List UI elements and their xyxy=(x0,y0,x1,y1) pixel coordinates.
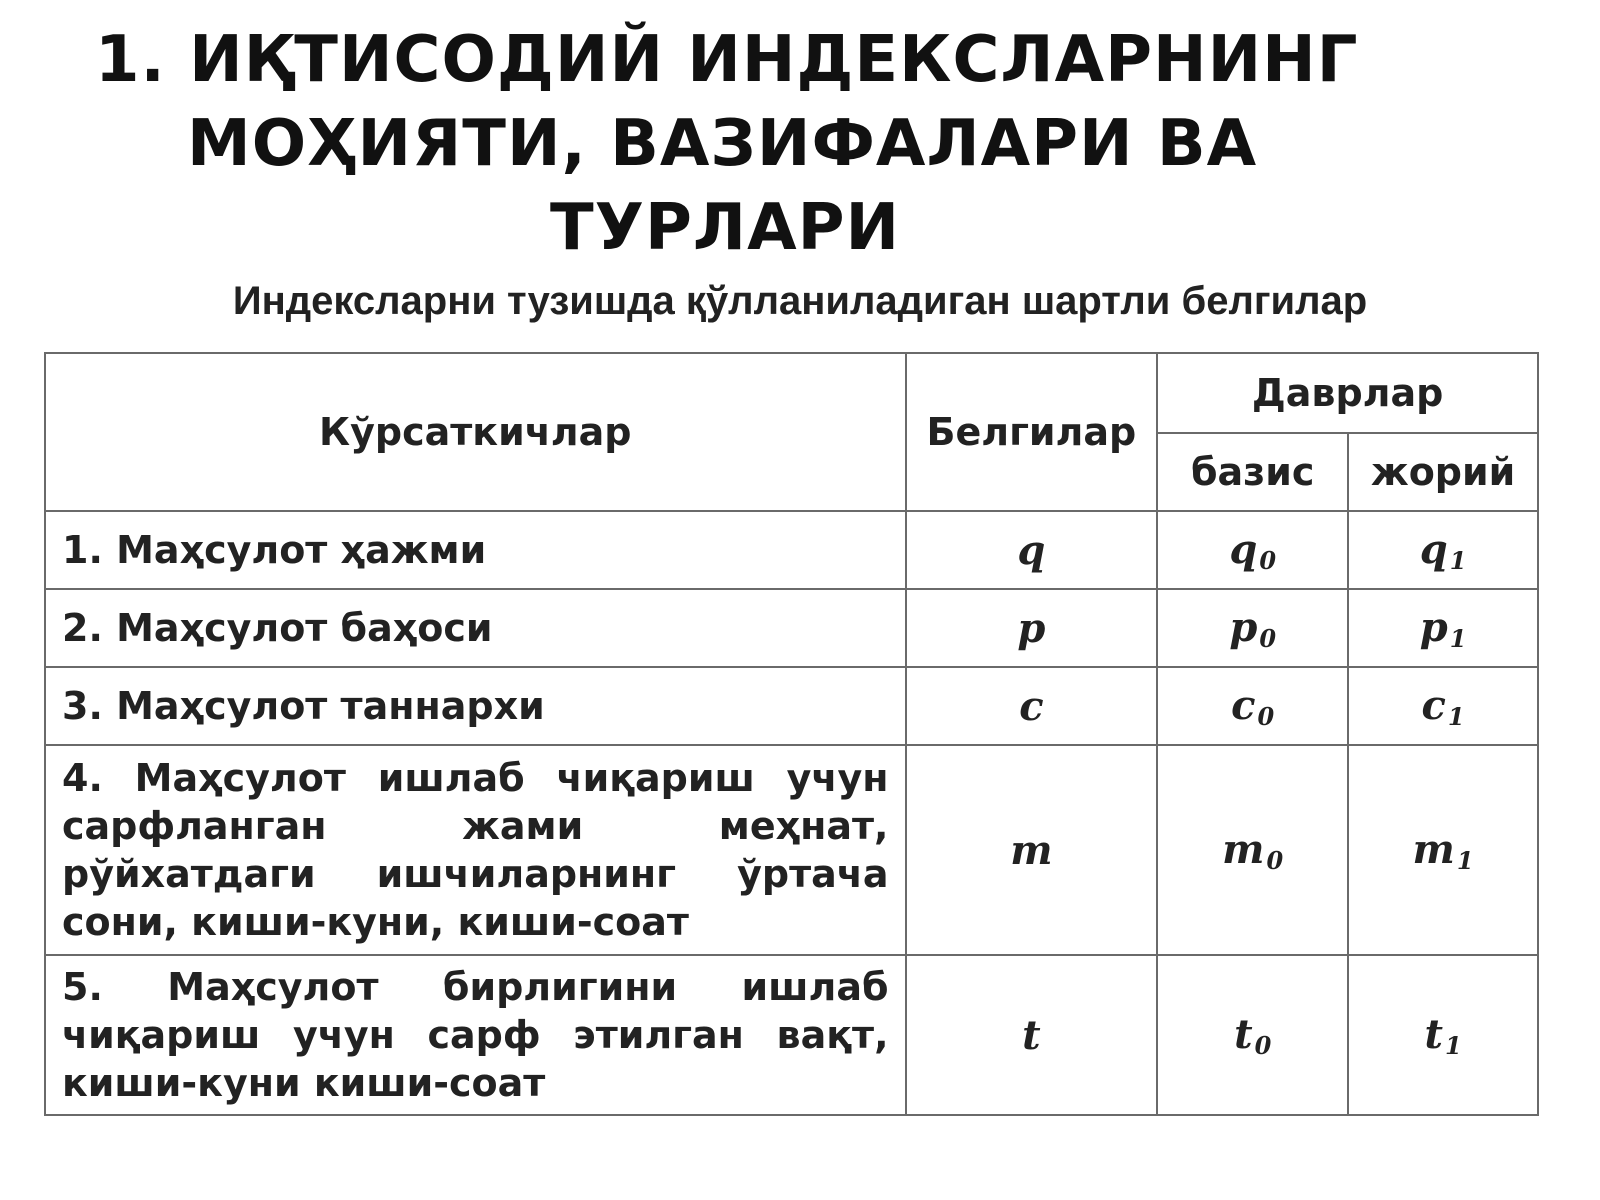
base-symbol: q xyxy=(1229,525,1258,573)
current-subscript: 1 xyxy=(1449,623,1467,653)
symbol-cell: m xyxy=(906,745,1158,955)
indicator-cell: 4. Маҳсулот ишлаб чиқариш учун сарфланган жами меҳнат, рўйхатдаги ишчиларнинг ўртача сони, киши-куни, киши-соат xyxy=(45,745,906,955)
current-symbol: m xyxy=(1412,825,1455,873)
title-line-1: 1. ИҚТИСОДИЙ ИНДЕКСЛАРНИНГ xyxy=(95,23,1359,97)
base-symbol-cell xyxy=(1157,511,1348,589)
base-symbol: p xyxy=(1229,603,1258,651)
base-subscript: 0 xyxy=(1257,701,1275,731)
current-symbol-cell xyxy=(1348,589,1538,667)
base-symbol-cell xyxy=(1157,745,1348,955)
table-row xyxy=(45,667,1538,745)
header-row-1 xyxy=(45,353,1538,433)
base-subscript: 0 xyxy=(1266,845,1284,875)
current-symbol-cell xyxy=(1348,511,1538,589)
base-symbol: t xyxy=(1234,1010,1253,1058)
current-symbol: p xyxy=(1419,603,1448,651)
current-subscript: 1 xyxy=(1449,545,1467,575)
title-line-2: МОҲИЯТИ, ВАЗИФАЛАРИ ВА xyxy=(187,107,1258,181)
indicator-cell: 1. Маҳсулот ҳажми xyxy=(45,511,906,589)
symbol-cell: t xyxy=(906,955,1158,1115)
current-subscript: 1 xyxy=(1447,701,1465,731)
base-symbol-cell xyxy=(1157,667,1348,745)
title-line-3: ТУРЛАРИ xyxy=(550,191,901,265)
subtitle: Индексларни тузишда қўлланиладиган шартли белгилар xyxy=(232,279,1368,323)
base-subscript: 0 xyxy=(1259,623,1277,653)
header-current: жорий xyxy=(1348,433,1538,511)
indicator-cell: 3. Маҳсулот таннархи xyxy=(45,667,906,745)
base-symbol: c xyxy=(1231,681,1256,729)
base-symbol: m xyxy=(1222,825,1265,873)
current-subscript: 1 xyxy=(1456,845,1474,875)
symbol-cell: q xyxy=(906,511,1158,589)
header-symbols: Белгилар xyxy=(906,353,1158,511)
header-indicators: Кўрсаткичлар xyxy=(45,353,906,511)
symbol-cell: p xyxy=(906,589,1158,667)
table-row xyxy=(45,955,1538,1115)
current-subscript: 1 xyxy=(1444,1030,1462,1060)
indicator-cell: 5. Маҳсулот бирлигини ишлаб чиқариш учун сарф этилган вақт, киши-куни киши-соат xyxy=(45,955,906,1115)
indicator-cell: 2. Маҳсулот баҳоси xyxy=(45,589,906,667)
base-symbol-cell xyxy=(1157,955,1348,1115)
header-periods: Даврлар xyxy=(1157,353,1538,433)
base-subscript: 0 xyxy=(1254,1030,1272,1060)
current-symbol: t xyxy=(1424,1010,1443,1058)
header-base: базис xyxy=(1157,433,1348,511)
table-row xyxy=(45,589,1538,667)
table-row xyxy=(45,745,1538,955)
base-symbol-cell xyxy=(1157,589,1348,667)
current-symbol: q xyxy=(1419,525,1448,573)
current-symbol-cell xyxy=(1348,955,1538,1115)
current-symbol: c xyxy=(1421,681,1446,729)
symbols-table xyxy=(44,352,1539,1116)
base-subscript: 0 xyxy=(1259,545,1277,575)
current-symbol-cell xyxy=(1348,745,1538,955)
current-symbol-cell xyxy=(1348,667,1538,745)
table-row xyxy=(45,511,1538,589)
symbol-cell: c xyxy=(906,667,1158,745)
